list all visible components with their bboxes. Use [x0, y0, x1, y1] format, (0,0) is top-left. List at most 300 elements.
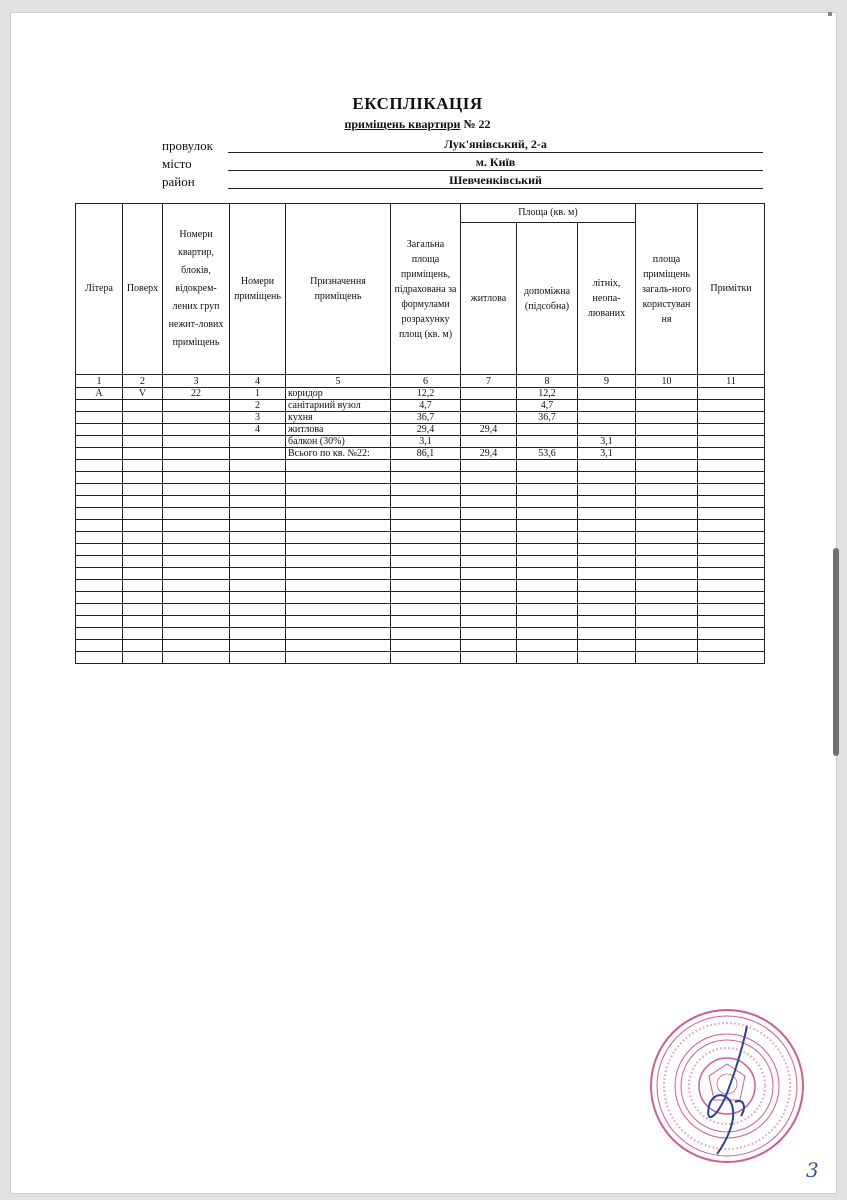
table-cell: [123, 436, 163, 448]
empty-cell: [230, 568, 286, 580]
empty-cell: [286, 640, 391, 652]
table-cell: [163, 436, 230, 448]
table-cell: А: [76, 388, 123, 400]
empty-cell: [636, 520, 698, 532]
empty-cell: [286, 472, 391, 484]
table-cell: [76, 424, 123, 436]
empty-cell: [461, 592, 517, 604]
table-cell: [461, 400, 517, 412]
empty-cell: [461, 580, 517, 592]
empty-cell: [391, 580, 461, 592]
table-cell: 86,1: [391, 448, 461, 460]
empty-cell: [286, 496, 391, 508]
column-number-cell: 6: [391, 375, 461, 388]
empty-table-row: [76, 652, 765, 664]
empty-cell: [286, 544, 391, 556]
subtitle-text: приміщень квартири: [344, 117, 461, 131]
table-cell: [636, 448, 698, 460]
empty-cell: [76, 472, 123, 484]
empty-cell: [636, 568, 698, 580]
empty-cell: [391, 652, 461, 664]
table-cell: [698, 436, 765, 448]
empty-cell: [163, 484, 230, 496]
column-number-cell: 5: [286, 375, 391, 388]
table-cell: [636, 412, 698, 424]
empty-cell: [698, 496, 765, 508]
table-cell: [698, 388, 765, 400]
empty-cell: [230, 520, 286, 532]
empty-cell: [698, 628, 765, 640]
table-cell: [578, 412, 636, 424]
table-cell: балкон (30%): [286, 436, 391, 448]
empty-cell: [286, 556, 391, 568]
empty-cell: [461, 556, 517, 568]
table-row: [76, 448, 765, 460]
table-cell: житлова: [286, 424, 391, 436]
empty-cell: [461, 652, 517, 664]
empty-cell: [698, 592, 765, 604]
empty-cell: [76, 508, 123, 520]
table-cell: [636, 424, 698, 436]
empty-cell: [461, 544, 517, 556]
empty-cell: [286, 460, 391, 472]
empty-cell: [163, 652, 230, 664]
empty-cell: [391, 604, 461, 616]
empty-cell: [123, 532, 163, 544]
empty-cell: [461, 508, 517, 520]
empty-cell: [698, 568, 765, 580]
table-cell: 29,4: [461, 424, 517, 436]
address-label-district: район: [162, 174, 195, 189]
empty-cell: [636, 604, 698, 616]
empty-table-row: [76, 532, 765, 544]
table-cell: [578, 424, 636, 436]
header-litnikh: літніх, неопа-люваних: [578, 223, 636, 375]
empty-cell: [163, 544, 230, 556]
empty-cell: [578, 472, 636, 484]
empty-table-row: [76, 640, 765, 652]
column-number-cell: 8: [517, 375, 578, 388]
empty-cell: [461, 628, 517, 640]
table-cell: 53,6: [517, 448, 578, 460]
empty-cell: [461, 616, 517, 628]
table-cell: 4,7: [391, 400, 461, 412]
empty-cell: [123, 640, 163, 652]
table-cell: [76, 448, 123, 460]
empty-cell: [578, 568, 636, 580]
empty-cell: [698, 580, 765, 592]
header-prymitky: Примітки: [698, 204, 765, 375]
empty-cell: [698, 484, 765, 496]
empty-cell: [123, 592, 163, 604]
empty-cell: [636, 556, 698, 568]
empty-cell: [636, 496, 698, 508]
empty-cell: [698, 604, 765, 616]
empty-cell: [578, 544, 636, 556]
empty-cell: [698, 520, 765, 532]
empty-cell: [578, 484, 636, 496]
header-zahalna: Загальна площа приміщень, підрахована за формулами розрахунку площ (кв. м): [391, 204, 461, 375]
empty-cell: [286, 604, 391, 616]
empty-table-row: [76, 616, 765, 628]
empty-cell: [461, 640, 517, 652]
empty-table-row: [76, 544, 765, 556]
empty-cell: [286, 508, 391, 520]
empty-cell: [698, 460, 765, 472]
table-row: [76, 400, 765, 412]
empty-cell: [230, 604, 286, 616]
empty-cell: [123, 580, 163, 592]
table-cell: 3,1: [391, 436, 461, 448]
empty-cell: [163, 520, 230, 532]
table-row: [76, 388, 765, 400]
empty-cell: [76, 628, 123, 640]
empty-cell: [230, 628, 286, 640]
empty-cell: [578, 556, 636, 568]
empty-cell: [123, 520, 163, 532]
table-cell: 22: [163, 388, 230, 400]
empty-cell: [76, 640, 123, 652]
empty-cell: [698, 652, 765, 664]
empty-cell: [461, 568, 517, 580]
address-label-city: місто: [162, 156, 192, 171]
empty-cell: [636, 580, 698, 592]
empty-cell: [163, 472, 230, 484]
empty-cell: [123, 568, 163, 580]
table-cell: [636, 388, 698, 400]
empty-cell: [163, 640, 230, 652]
empty-cell: [123, 556, 163, 568]
empty-cell: [391, 460, 461, 472]
empty-cell: [391, 520, 461, 532]
empty-cell: [76, 568, 123, 580]
address-value-district: Шевченківський: [228, 173, 763, 189]
empty-cell: [698, 508, 765, 520]
empty-cell: [163, 556, 230, 568]
empty-cell: [76, 580, 123, 592]
column-number-cell: 2: [123, 375, 163, 388]
table-cell: 3,1: [578, 448, 636, 460]
empty-cell: [230, 496, 286, 508]
empty-cell: [698, 640, 765, 652]
table-cell: 2: [230, 400, 286, 412]
table-cell: [636, 436, 698, 448]
empty-cell: [578, 592, 636, 604]
empty-cell: [123, 628, 163, 640]
address-label-street: провулок: [162, 138, 213, 153]
empty-cell: [230, 532, 286, 544]
empty-cell: [636, 616, 698, 628]
header-ploshcha-group: Площа (кв. м): [461, 204, 636, 223]
empty-cell: [230, 580, 286, 592]
empty-cell: [76, 460, 123, 472]
table-cell: [698, 412, 765, 424]
empty-cell: [163, 580, 230, 592]
empty-table-row: [76, 580, 765, 592]
empty-cell: [76, 532, 123, 544]
address-value-city: м. Київ: [228, 155, 763, 171]
empty-cell: [517, 520, 578, 532]
header-nomery-kvartyr: Номери квартир, блоків, відокрем-лених груп нежит-лових приміщень: [163, 204, 230, 375]
table-cell: [698, 424, 765, 436]
document-title: ЕКСПЛІКАЦІЯ: [352, 94, 483, 113]
column-number-cell: 11: [698, 375, 765, 388]
address-value-street: Лук'янівський, 2-а: [228, 137, 763, 153]
empty-cell: [391, 628, 461, 640]
table-cell: [163, 424, 230, 436]
column-number-cell: 1: [76, 375, 123, 388]
empty-cell: [123, 460, 163, 472]
official-stamp-icon: [647, 1006, 807, 1166]
empty-cell: [76, 544, 123, 556]
empty-cell: [517, 616, 578, 628]
empty-cell: [517, 580, 578, 592]
empty-cell: [76, 520, 123, 532]
empty-cell: [123, 616, 163, 628]
empty-cell: [391, 544, 461, 556]
table-cell: [123, 400, 163, 412]
scrollbar-thumb[interactable]: [833, 548, 839, 756]
empty-cell: [517, 472, 578, 484]
table-cell: [517, 436, 578, 448]
table-cell: [163, 400, 230, 412]
signature-icon: [708, 1026, 747, 1154]
empty-cell: [391, 472, 461, 484]
empty-table-row: [76, 592, 765, 604]
empty-cell: [286, 652, 391, 664]
empty-cell: [517, 652, 578, 664]
empty-table-row: [76, 604, 765, 616]
empty-cell: [230, 616, 286, 628]
empty-cell: [578, 520, 636, 532]
empty-cell: [391, 508, 461, 520]
empty-cell: [230, 508, 286, 520]
table-cell: [123, 448, 163, 460]
header-zhytlova: житлова: [461, 223, 517, 375]
empty-table-row: [76, 556, 765, 568]
table-row: [76, 424, 765, 436]
empty-cell: [698, 556, 765, 568]
empty-cell: [636, 484, 698, 496]
column-number-row: [76, 375, 765, 388]
empty-table-row: [76, 628, 765, 640]
empty-cell: [230, 484, 286, 496]
empty-cell: [517, 556, 578, 568]
empty-cell: [286, 592, 391, 604]
table-cell: [461, 412, 517, 424]
table-cell: коридор: [286, 388, 391, 400]
empty-cell: [517, 544, 578, 556]
empty-cell: [286, 532, 391, 544]
empty-cell: [578, 460, 636, 472]
table-cell: кухня: [286, 412, 391, 424]
apartment-number: № 22: [463, 117, 491, 131]
header-pryznachennia: Призначення приміщень: [286, 204, 391, 375]
empty-cell: [286, 616, 391, 628]
empty-cell: [163, 568, 230, 580]
empty-cell: [76, 484, 123, 496]
table-cell: [578, 400, 636, 412]
empty-cell: [163, 508, 230, 520]
table-cell: [163, 412, 230, 424]
table-cell: 36,7: [517, 412, 578, 424]
column-number-cell: 10: [636, 375, 698, 388]
table-cell: 29,4: [461, 448, 517, 460]
empty-table-row: [76, 520, 765, 532]
empty-cell: [578, 496, 636, 508]
empty-cell: [163, 460, 230, 472]
empty-table-row: [76, 472, 765, 484]
table-cell: 12,2: [517, 388, 578, 400]
page-number: 3: [806, 1158, 819, 1182]
scrollbar-top-marker: [828, 12, 832, 16]
empty-cell: [578, 640, 636, 652]
empty-cell: [517, 568, 578, 580]
empty-cell: [636, 628, 698, 640]
empty-cell: [391, 532, 461, 544]
empty-cell: [123, 652, 163, 664]
empty-cell: [698, 472, 765, 484]
table-row: [76, 412, 765, 424]
table-cell: [76, 400, 123, 412]
table-cell: [578, 388, 636, 400]
empty-cell: [636, 592, 698, 604]
header-poverkh: Поверх: [123, 204, 163, 375]
empty-cell: [163, 604, 230, 616]
table-cell: 36,7: [391, 412, 461, 424]
empty-cell: [163, 592, 230, 604]
empty-cell: [636, 508, 698, 520]
empty-cell: [391, 640, 461, 652]
column-number-cell: 7: [461, 375, 517, 388]
empty-cell: [517, 508, 578, 520]
empty-cell: [76, 556, 123, 568]
table-cell: [230, 448, 286, 460]
empty-cell: [461, 496, 517, 508]
empty-cell: [517, 640, 578, 652]
empty-cell: [698, 616, 765, 628]
table-cell: [698, 448, 765, 460]
empty-cell: [391, 616, 461, 628]
empty-cell: [286, 568, 391, 580]
table-cell: 29,4: [391, 424, 461, 436]
table-row: [76, 436, 765, 448]
column-number-cell: 9: [578, 375, 636, 388]
empty-cell: [123, 544, 163, 556]
document-subtitle: [0, 117, 835, 132]
empty-cell: [76, 616, 123, 628]
header-dopomizhna: допоміжна (підсобна): [517, 223, 578, 375]
empty-cell: [517, 604, 578, 616]
empty-cell: [578, 532, 636, 544]
empty-cell: [461, 484, 517, 496]
empty-cell: [578, 616, 636, 628]
empty-cell: [391, 568, 461, 580]
empty-cell: [636, 640, 698, 652]
empty-cell: [286, 580, 391, 592]
empty-table-row: [76, 568, 765, 580]
empty-cell: [636, 652, 698, 664]
table-cell: [461, 436, 517, 448]
empty-cell: [636, 532, 698, 544]
empty-cell: [76, 496, 123, 508]
empty-cell: [286, 628, 391, 640]
empty-cell: [461, 472, 517, 484]
empty-table-row: [76, 508, 765, 520]
table-cell: [76, 412, 123, 424]
empty-cell: [163, 532, 230, 544]
empty-cell: [461, 520, 517, 532]
empty-cell: [230, 472, 286, 484]
empty-cell: [230, 652, 286, 664]
table-cell: Всього по кв. №22:: [286, 448, 391, 460]
empty-cell: [76, 604, 123, 616]
header-zahalnoho: площа приміщень загаль-ного користуван ня: [636, 204, 698, 375]
empty-cell: [517, 532, 578, 544]
empty-cell: [230, 544, 286, 556]
header-nomery-prymishchen: Номери приміщень: [230, 204, 286, 375]
empty-cell: [123, 508, 163, 520]
empty-cell: [391, 556, 461, 568]
empty-cell: [163, 616, 230, 628]
empty-cell: [123, 484, 163, 496]
table-cell: 3: [230, 412, 286, 424]
table-cell: [230, 436, 286, 448]
empty-cell: [517, 592, 578, 604]
explication-table: [75, 203, 765, 664]
table-cell: [636, 400, 698, 412]
table-cell: [123, 424, 163, 436]
empty-cell: [76, 592, 123, 604]
empty-cell: [230, 556, 286, 568]
empty-cell: [123, 604, 163, 616]
empty-cell: [578, 508, 636, 520]
empty-cell: [286, 520, 391, 532]
empty-cell: [578, 628, 636, 640]
empty-cell: [578, 580, 636, 592]
table-cell: V: [123, 388, 163, 400]
empty-cell: [698, 532, 765, 544]
table-cell: 4,7: [517, 400, 578, 412]
table-cell: санітарний вузол: [286, 400, 391, 412]
empty-cell: [517, 460, 578, 472]
empty-cell: [636, 460, 698, 472]
empty-cell: [163, 496, 230, 508]
table-cell: [123, 412, 163, 424]
empty-cell: [230, 460, 286, 472]
table-cell: 4: [230, 424, 286, 436]
empty-cell: [391, 496, 461, 508]
empty-cell: [636, 544, 698, 556]
empty-cell: [461, 532, 517, 544]
table-cell: [698, 400, 765, 412]
empty-cell: [698, 544, 765, 556]
table-cell: [461, 388, 517, 400]
empty-cell: [636, 472, 698, 484]
empty-cell: [230, 640, 286, 652]
empty-cell: [123, 496, 163, 508]
table-cell: [517, 424, 578, 436]
table-cell: 12,2: [391, 388, 461, 400]
empty-cell: [578, 604, 636, 616]
empty-cell: [517, 496, 578, 508]
empty-cell: [123, 472, 163, 484]
empty-cell: [391, 592, 461, 604]
table-cell: 1: [230, 388, 286, 400]
header-litera: Літера: [76, 204, 123, 375]
empty-cell: [76, 652, 123, 664]
empty-cell: [391, 484, 461, 496]
